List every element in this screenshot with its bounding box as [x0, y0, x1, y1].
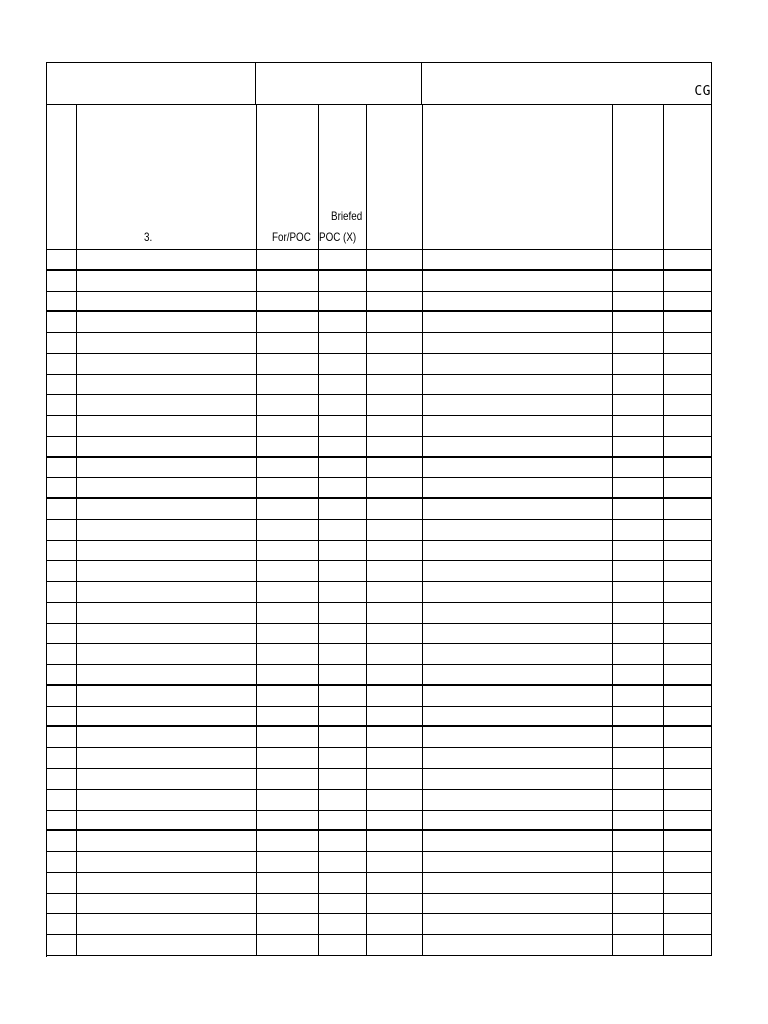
form-code: CG	[694, 84, 711, 99]
table-row	[47, 747, 712, 748]
table-row	[47, 310, 712, 312]
table-row	[47, 436, 712, 437]
table-row	[47, 829, 712, 831]
table-row	[47, 332, 712, 333]
briefed-label-line2: POC (X)	[319, 230, 357, 244]
table-row	[47, 664, 712, 665]
table-row	[47, 415, 712, 416]
form-sheet	[46, 62, 712, 957]
table-row	[47, 477, 712, 478]
table-row	[47, 851, 712, 852]
table-row	[47, 519, 712, 520]
table-row	[47, 872, 712, 873]
table-row	[47, 456, 712, 458]
table-row	[47, 893, 712, 894]
sheet-right-border	[711, 63, 712, 956]
table-row	[47, 934, 712, 935]
for-poc-label: For/POC	[272, 230, 311, 244]
table-row	[47, 291, 712, 292]
table-row	[47, 789, 712, 790]
table-row	[47, 955, 712, 956]
table-row	[47, 810, 712, 811]
table-row	[47, 374, 712, 375]
table-row	[47, 623, 712, 624]
table-row	[47, 269, 712, 271]
top-cell-right	[422, 63, 712, 105]
table-row	[47, 706, 712, 707]
header-rule	[47, 249, 712, 250]
table-row	[47, 913, 712, 914]
top-cell-left	[47, 63, 256, 105]
briefed-label-line1: Briefed	[331, 209, 363, 223]
column-3-label: 3.	[144, 230, 153, 244]
table-row	[47, 394, 712, 395]
table-row	[47, 725, 712, 727]
top-cell-middle	[256, 63, 422, 105]
table-row	[47, 560, 712, 561]
table-row	[47, 768, 712, 769]
table-row	[47, 353, 712, 354]
table-row	[47, 540, 712, 541]
table-row	[47, 497, 712, 499]
table-row	[47, 684, 712, 686]
table-row	[47, 581, 712, 582]
table-row	[47, 643, 712, 644]
table-row	[47, 602, 712, 603]
